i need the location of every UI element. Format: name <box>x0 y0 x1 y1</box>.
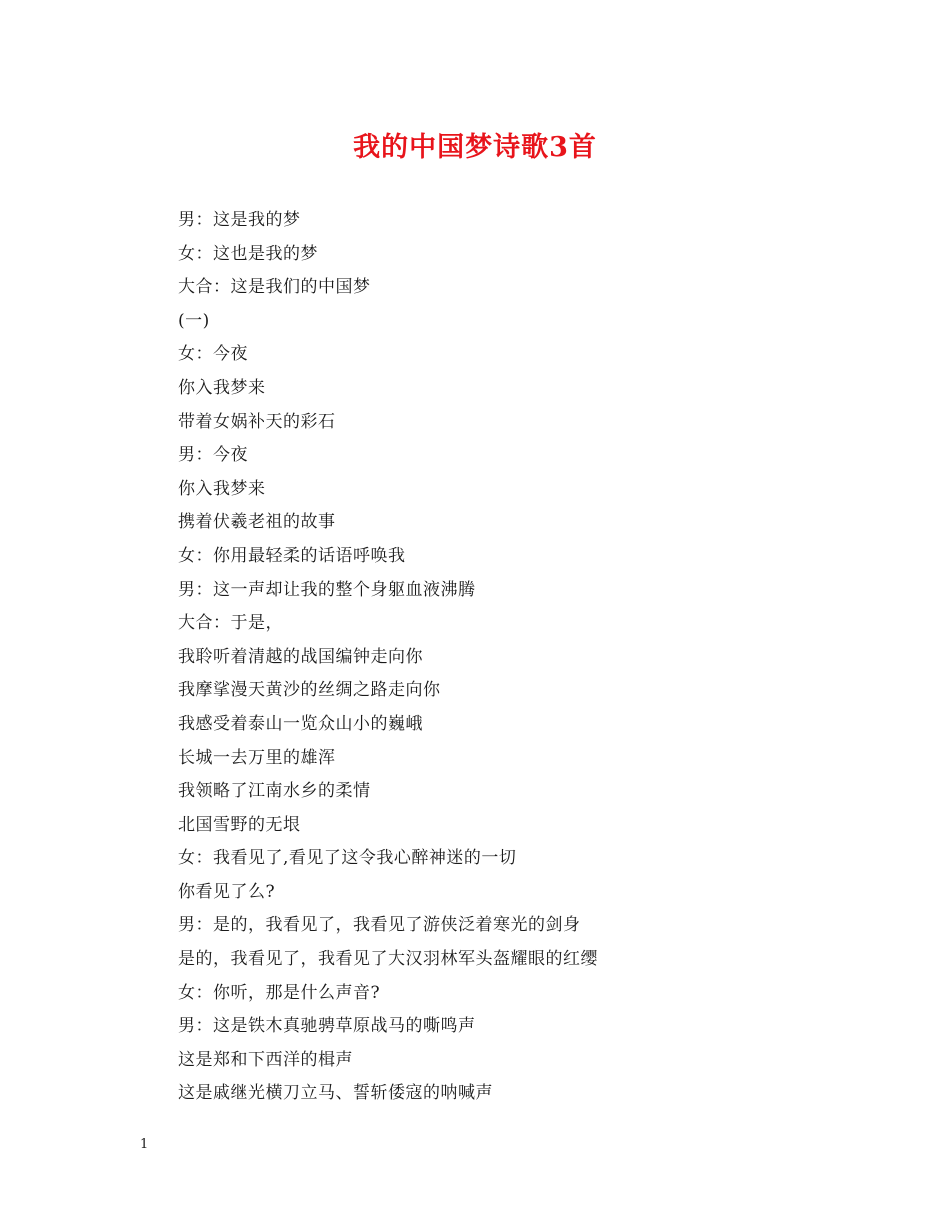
poem-line: 我摩挲漫天黄沙的丝绸之路走向你 <box>178 680 441 701</box>
poem-line: 男：这是铁木真驰骋草原战马的嘶鸣声 <box>178 1016 476 1037</box>
poem-line: 北国雪野的无垠 <box>178 814 301 835</box>
poem-line: 带着女娲补天的彩石 <box>178 411 336 432</box>
poem-line: 我聆听着清越的战国编钟走向你 <box>178 646 423 667</box>
poem-line: 是的，我看见了，我看见了大汉羽林军头盔耀眼的红缨 <box>178 949 598 970</box>
poem-line: 大合：于是， <box>178 613 283 634</box>
poem-line: 男：是的，我看见了，我看见了游侠泛着寒光的剑身 <box>178 915 581 936</box>
poem-line: 我感受着泰山一览众山小的巍峨 <box>178 713 423 734</box>
poem-line: 大合：这是我们的中国梦 <box>178 277 371 298</box>
poem-line: 女：你用最轻柔的话语呼唤我 <box>178 545 406 566</box>
poem-line: 女：我看见了,看见了这令我心醉神迷的一切 <box>178 848 517 869</box>
poem-line: 女：这也是我的梦 <box>178 243 318 264</box>
poem-line: 男：今夜 <box>178 445 248 466</box>
document-title: 我的中国梦诗歌3首 <box>353 132 597 163</box>
poem-line: 你看见了么? <box>178 881 276 902</box>
poem-line: 这是戚继光横刀立马、誓斩倭寇的呐喊声 <box>178 1083 493 1104</box>
poem-line: 男：这是我的梦 <box>178 210 301 230</box>
poem-line: 你入我梦来 <box>178 478 266 499</box>
page-number: 1 <box>140 1137 149 1152</box>
poem-line: 长城一去万里的雄浑 <box>178 747 336 768</box>
poem-line: 这是郑和下西洋的楫声 <box>178 1049 353 1070</box>
poem-line: 我领略了江南水乡的柔情 <box>178 781 371 802</box>
poem-line: 女：今夜 <box>178 344 248 365</box>
poem-line: 你入我梦来 <box>178 377 266 398</box>
poem-body <box>178 204 878 1111</box>
poem-line: 携着伏羲老祖的故事 <box>178 512 336 533</box>
poem-line: 男：这一声却让我的整个身躯血液沸腾 <box>178 579 476 600</box>
poem-line: (一) <box>178 310 210 331</box>
poem-line: 女：你听，那是什么声音? <box>178 982 381 1003</box>
